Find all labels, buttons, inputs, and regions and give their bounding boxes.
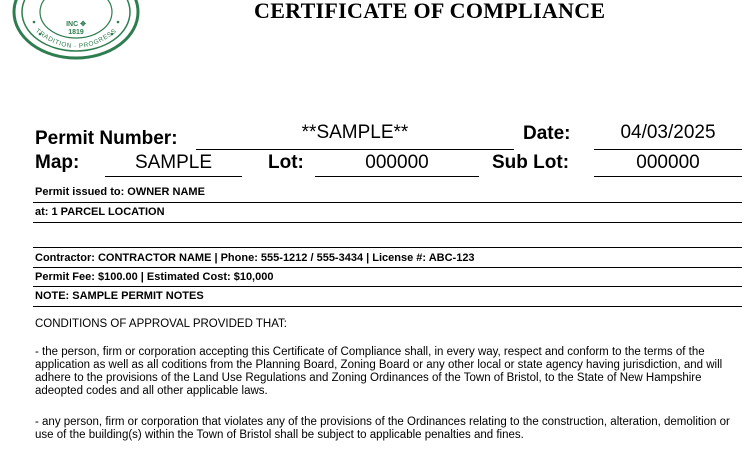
permit-issued-to: Permit issued to: OWNER NAME [35,186,205,198]
parcel-location: at: 1 PARCEL LOCATION [35,206,165,218]
permit-fees: Permit Fee: $100.00 | Estimated Cost: $10,000 [35,271,274,283]
sublot-label: Sub Lot: [492,152,570,173]
condition-paragraph-1: - the person, firm or corporation accepting this Certificate of Compliance shall, in every way, respect and conform to the terms of the application as well as all coditions from the Planning Board, Zoning Board or any other local or state agency having jurisdiction, and will adhere to the provisions of the Land Use Regulations and Zoning Ordinances of the Town of Bristol, to the State of New Hampshire adeopted codes and all other applicable laws. [35,346,723,397]
divider-4 [33,267,742,268]
lot-label: Lot: [268,152,304,173]
permit-number-value: **SAMPLE** [301,122,409,143]
map-underline [105,176,242,177]
sublot-underline [594,176,742,177]
divider-6 [33,306,742,307]
lot-underline [315,176,479,177]
divider-3 [33,247,742,248]
date-label: Date: [523,123,571,144]
date-underline [594,149,742,150]
date-value: 04/03/2025 [620,122,716,143]
permit-number-underline [196,149,514,150]
contractor-info: Contractor: CONTRACTOR NAME | Phone: 555-1212 / 555-3434 | License #: ABC-123 [35,252,475,264]
map-value: SAMPLE [134,152,213,173]
divider-1 [33,202,742,203]
divider-5 [33,286,742,287]
condition-paragraph-2: - any person, firm or corporation that violates any of the provisions of the Ordinances relating to the construction, alteration, demolition or use of the building(s) within the Town of Bristol shall be subject to applicable penalties and fines. [35,416,730,441]
town-seal [10,0,142,60]
lot-value: 000000 [365,152,429,173]
divider-2 [33,222,742,223]
seal-motto: TRADITION · PROGRESS [34,27,118,51]
svg-text:1819: 1819 [68,29,84,36]
map-label: Map: [35,152,80,173]
permit-notes: NOTE: SAMPLE PERMIT NOTES [35,290,204,302]
sublot-value: 000000 [636,152,700,173]
permit-number-label: Permit Number: [35,128,178,149]
svg-text:INC ✥: INC ✥ [66,21,86,28]
document-title: CERTIFICATE OF COMPLIANCE [254,0,606,23]
conditions-heading: CONDITIONS OF APPROVAL PROVIDED THAT: [35,318,287,330]
seal-emblem-icon [10,0,142,60]
